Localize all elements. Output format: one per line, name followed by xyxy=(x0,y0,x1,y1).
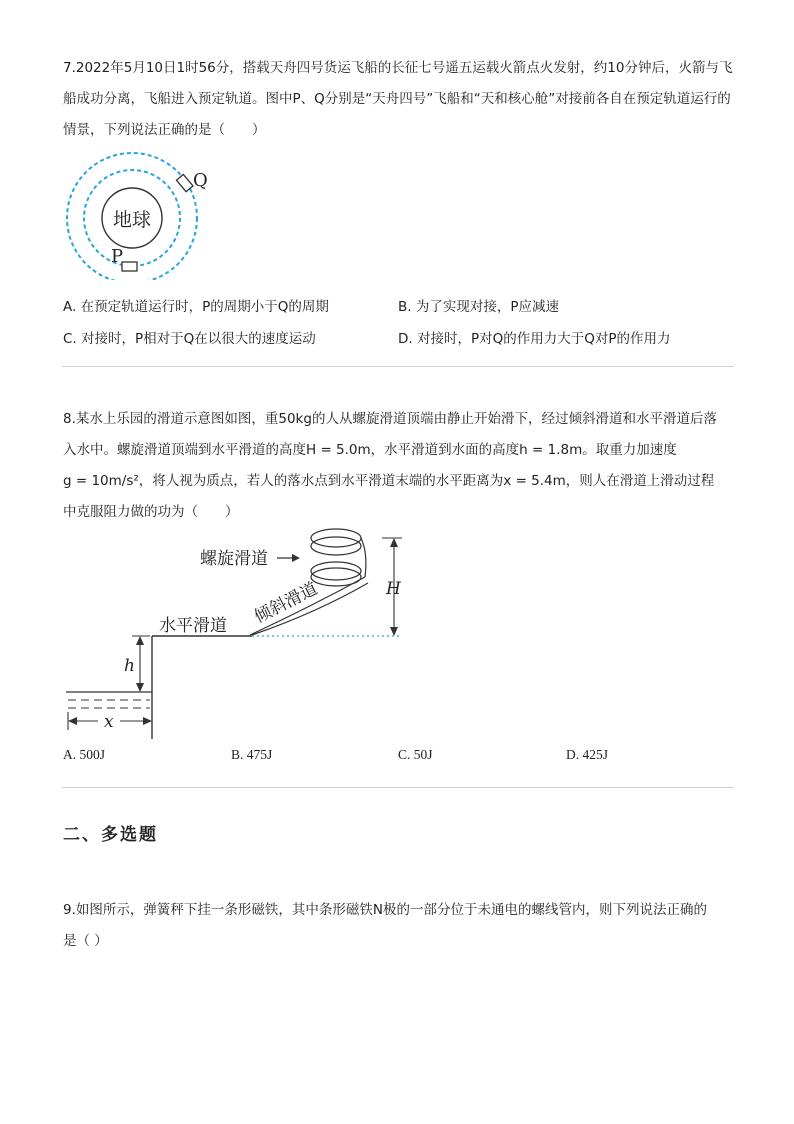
question-9-line-1: 9.如图所示，弹簧秤下挂一条形磁铁，其中条形磁铁N极的一部分位于未通电的螺线管内，则下列说法正确的 xyxy=(63,902,707,918)
question-8 xyxy=(63,404,743,528)
H-arrow-up xyxy=(390,538,398,547)
q8-option-b[interactable]: B. 475J xyxy=(231,747,273,762)
x-arrow-head-left xyxy=(68,717,77,725)
q-label: Q xyxy=(193,170,208,191)
question-8-line-3: g = 10m/s²，将人视为质点，若人的落水点到水平滑道末端的水平距离为x = 5.4m，则人在滑道上滑动过程 xyxy=(63,473,715,489)
earth-label: 地球 xyxy=(112,209,152,231)
question-9 xyxy=(63,895,743,957)
spiral-label: 螺旋滑道 xyxy=(200,549,268,569)
q7-option-c[interactable]: C. 对接时，P相对于Q在以很大的速度运动 xyxy=(63,331,316,347)
x-arrow-head-right xyxy=(143,717,152,725)
q7-option-a[interactable]: A. 在预定轨道运行时，P的周期小于Q的周期 xyxy=(63,299,329,315)
divider-1 xyxy=(62,366,734,367)
x-label: x xyxy=(104,712,114,732)
question-7-text: 7.2022年5月10日1时56分，搭载天舟四号货运飞船的长征七号遥五运载火箭点火发射，约10分钟后，火箭与飞船成功分离，飞船进入预定轨道。图中P、Q分别是“天舟四号”飞船和“天和核心舱”对接前各自在预定轨道运行的情景，下列说法正确的是（ ） xyxy=(63,60,733,138)
question-8-line-4: 中克服阻力做的功为（ ） xyxy=(63,504,239,520)
divider-2 xyxy=(62,787,734,788)
h-label: h xyxy=(124,656,135,676)
question-7 xyxy=(63,53,743,146)
question-9-line-2: 是（ ） xyxy=(63,933,108,949)
spiral-coil-mid xyxy=(311,537,361,555)
spiral-tail xyxy=(361,538,366,577)
question-8-line-1: 8.某水上乐园的滑道示意图如图，重50kg的人从螺旋滑道顶端由静止开始滑下，经过倾斜滑道和水平滑道后落 xyxy=(63,411,717,427)
spiral-coil-top xyxy=(311,529,361,547)
q8-option-c[interactable]: C. 50J xyxy=(398,747,433,762)
horizontal-label: 水平滑道 xyxy=(159,616,227,636)
H-label: H xyxy=(386,579,401,599)
orbit-diagram xyxy=(62,150,212,280)
q8-option-d[interactable]: D. 425J xyxy=(566,747,609,762)
q7-option-d[interactable]: D. 对接时，P对Q的作用力大于Q对P的作用力 xyxy=(398,331,671,347)
p-label: P xyxy=(111,246,124,267)
incline-label: 倾斜滑道 xyxy=(251,578,321,628)
h-arrow-up xyxy=(136,636,144,645)
spacecraft-q xyxy=(176,174,193,191)
spiral-arrow-head xyxy=(292,554,300,562)
spacecraft-p xyxy=(122,262,137,271)
H-arrow-down xyxy=(390,627,398,636)
section-title: 二、多选题 xyxy=(63,825,158,845)
q8-option-a[interactable]: A. 500J xyxy=(63,747,106,762)
question-8-line-2: 入水中。螺旋滑道顶端到水平滑道的高度H = 5.0m，水平滑道到水面的高度h = 1.8m。取重力加速度 xyxy=(63,442,677,458)
h-arrow-down xyxy=(136,683,144,692)
q7-option-b[interactable]: B. 为了实现对接，P应减速 xyxy=(398,299,559,315)
slide-diagram xyxy=(60,525,420,743)
